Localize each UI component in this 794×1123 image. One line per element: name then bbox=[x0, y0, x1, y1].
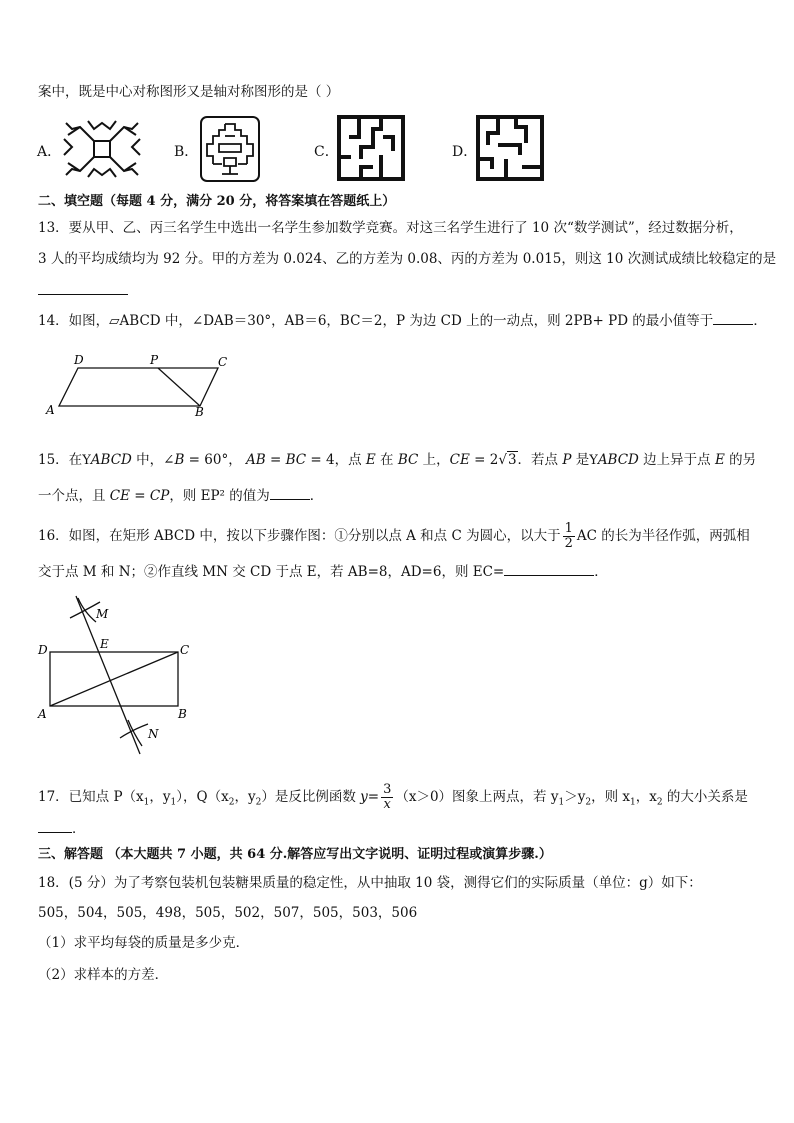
parallelogram-symbol: Y bbox=[82, 453, 91, 468]
q15-answer-blank[interactable] bbox=[270, 487, 310, 500]
q14-text bbox=[38, 312, 767, 330]
option-a-figure bbox=[60, 117, 144, 181]
option-b-figure bbox=[200, 116, 260, 182]
q13-answer-blank[interactable] bbox=[38, 280, 128, 300]
q14-answer-blank[interactable] bbox=[713, 312, 753, 325]
q17-line-2: ． bbox=[38, 820, 86, 838]
label-a: A bbox=[38, 707, 47, 721]
option-c-label: C． bbox=[314, 144, 339, 160]
option-d-figure bbox=[476, 115, 544, 181]
q12-text: 案中，既是中心对称图形又是轴对称图形的是（ ） bbox=[38, 84, 340, 100]
parallelogram-symbol-2: Y bbox=[589, 453, 598, 468]
q17-line-1: 17．已知点 $P(x_1$，$y_1$），$Q(x_2$，$y_2$）是反比例函数 y= $\frac{3}{x}$ （x＞0）图象上两点，若 $y_1>y_2$，则 $x_1$，$x_2$ 的大小关系是 bbox=[38, 782, 748, 812]
fraction-one-half: $\frac{1}{2}$ bbox=[564, 521, 573, 551]
label-d: D bbox=[38, 643, 48, 657]
q15-line-1: 15．在YABCD 中，∠B = 60°， AB = BC = 4，点 E 在 BC 上，CE = 2√3．若点 P 是YABCD 边上异于点 E 的另 bbox=[38, 452, 757, 468]
q18-line-1: 18．(5 分）为了考察包装机包装糖果质量的稳定性，从中抽取 10 袋，测得它们的实际质量（单位：g）如下： bbox=[38, 875, 702, 891]
arc-m-2 bbox=[78, 598, 96, 622]
label-m: M bbox=[96, 607, 109, 621]
option-d-label: D． bbox=[452, 144, 478, 160]
diagonal-ac bbox=[50, 652, 178, 706]
section-2-title: 二、填空题（每题 4 分，满分 20 分，将答案填在答题纸上） bbox=[38, 194, 396, 209]
q16-answer-blank[interactable] bbox=[504, 563, 594, 576]
q18-data: 505，504，505，498，505，502，507，505，503，506 bbox=[38, 905, 418, 921]
option-a-label: A． bbox=[37, 144, 62, 160]
label-a: A bbox=[46, 403, 55, 417]
label-e: E bbox=[100, 637, 109, 651]
q16-line-1: 16．如图，在矩形 ABCD 中，按以下步骤作图：①分别以点 A 和点 C 为圆心，以大于 $\frac{1}{2}$ AC 的长为半径作弧，两弧相 bbox=[38, 521, 750, 551]
label-b: B bbox=[195, 405, 204, 419]
q14-question: 14．如图，▱ABCD 中，∠DAB＝30°，AB＝6，BC＝2，P 为边 CD 上的一动点，则 2PB+ PD 的最小值等于 bbox=[38, 313, 714, 329]
segment-pb bbox=[158, 368, 200, 406]
q13-line-2: 3 人的平均成绩均为 92 分。甲的方差为 0.024、乙的方差为 0.08、丙的方差为 0.015，则这 10 次测试成绩比较稳定的是 bbox=[38, 251, 777, 267]
fraction-3-over-x: $\frac{3}{x}$ bbox=[383, 782, 392, 812]
q15-line-2: 一个点，且 CE = CP，则 EP² 的值为 ． bbox=[38, 488, 324, 504]
section-3-title: 三、解答题 （本大题共 7 小题，共 64 分.解答应写出文字说明、证明过程或演算步骤.） bbox=[38, 847, 552, 862]
label-d: D bbox=[74, 353, 84, 367]
q16-figure bbox=[38, 592, 198, 760]
q13-line-1: 13．要从甲、乙、丙三名学生中选出一名学生参加数学竞赛。对这三名学生进行了 10 次“数学测试”，经过数据分析， bbox=[38, 220, 743, 236]
label-b: B bbox=[178, 707, 187, 721]
label-n: N bbox=[148, 727, 159, 741]
q16-line-2: 交于点 M 和 N；②作直线 MN 交 CD 于点 E，若 AB=8，AD=6，则 EC= ． bbox=[38, 564, 608, 580]
option-b-label: B． bbox=[174, 144, 199, 160]
label-p: P bbox=[150, 353, 159, 367]
label-c: C bbox=[180, 643, 190, 657]
q14-end: ． bbox=[753, 313, 767, 329]
q18-sub-2: （2）求样本的方差． bbox=[38, 967, 169, 983]
q17-answer-blank[interactable] bbox=[38, 820, 72, 833]
sqrt-sign: √ bbox=[498, 452, 507, 468]
option-c-figure bbox=[337, 115, 405, 181]
q18-sub-1: （1）求平均每袋的质量是多少克． bbox=[38, 935, 250, 951]
q14-figure bbox=[40, 350, 240, 420]
arc-n-1 bbox=[120, 724, 148, 738]
label-c: C bbox=[218, 355, 228, 369]
